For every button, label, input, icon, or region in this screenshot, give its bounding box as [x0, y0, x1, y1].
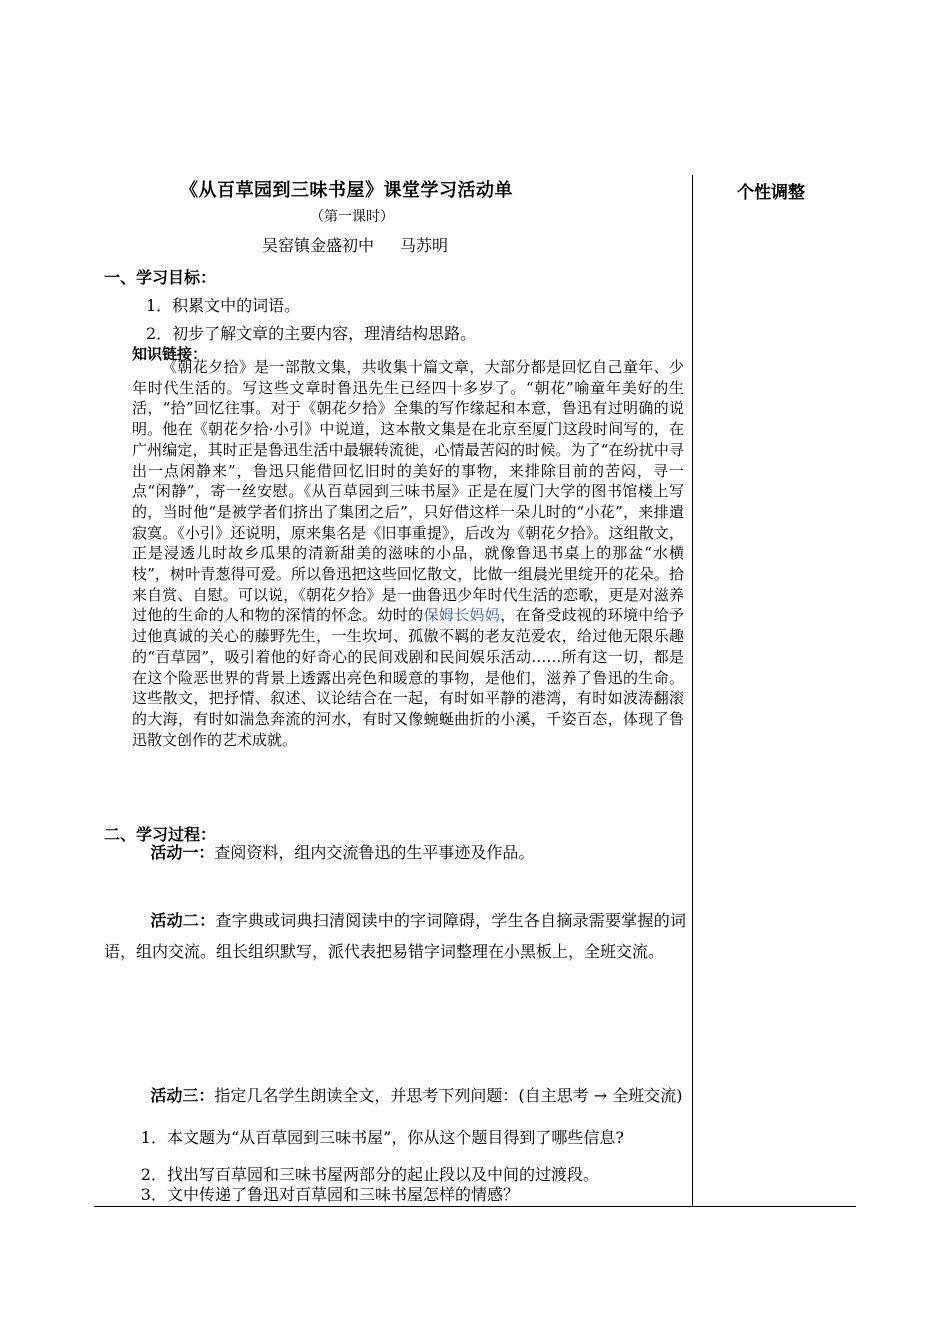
question-3: 3．文中传递了鲁迅对百草园和三味书屋怎样的情感？ [140, 1185, 519, 1204]
activity-1-label: 活动一： [150, 843, 215, 862]
question-2: 2．找出写百草园和三味书屋两部分的起止段以及中间的过渡段。 [140, 1165, 599, 1184]
knowledge-heading: 知识链接： [132, 345, 208, 363]
activity-1-text: 查阅资料，组内交流鲁迅的生平事迹及作品。 [214, 843, 535, 862]
school-name: 吴窑镇金盛初中 [262, 236, 375, 255]
activity-3 [104, 1085, 686, 1106]
goal-item-1: 1．积累文中的词语。 [146, 296, 301, 315]
table-bottom-border [94, 1206, 856, 1207]
activity-2 [104, 905, 686, 967]
page-title: 《从百草园到三味书屋》课堂学习活动单 [180, 180, 513, 201]
section-heading-process: 二、学习过程： [104, 825, 217, 844]
knowledge-text-part1: 《朝花夕拾》是一部散文集，共收集十篇文章，大部分都是回忆自己童年、少年时代生活的。写这些文章时鲁迅先生已经四十多岁了。“朝花”喻童年美好的生活，“拾”回忆往事。对于《朝花夕拾》全集的写作缘起和本意，鲁迅有过明确的说明。他在《朝花夕拾·小引》中说道，这本散文集是在北京至厦门这段时间写的，在广州编定，其时正是鲁迅生活中最辗转流徙，心情最苦闷的时候。为了“在纷扰中寻出一点闲静来”，鲁迅只能借回忆旧时的美好的事物，来排除目前的苦闷，寻一点“闲静”，寄一丝安慰。《从百草园到三味书屋》正是在厦门大学的图书馆楼上写的，当时他“是被学者们挤出了集团之后”，只好借这样一朵儿时的“小花”，来排遣寂寞。《小引》还说明，原来集名是《旧事重提》，后改为《朝花夕拾》。这组散文，正是浸透儿时故乡瓜果的清新甜美的滋味的小品，就像鲁迅书桌上的那盆“水横枝”，树叶青葱得可爱。所以鲁迅把这些回忆散文，比做一组晨光里绽开的花朵。拾来自赏、自慰。可以说，《朝花夕拾》是一曲鲁迅少年时代生活的恋歌，更是对滋养过他的生命的人和物的深情的怀念。幼时的 [132, 358, 684, 625]
column-divider [692, 175, 693, 1207]
activity-3-label: 活动三： [150, 1086, 215, 1105]
author-line [262, 233, 448, 256]
teacher-name: 马苏明 [400, 236, 449, 255]
goal-item-2: 2．初步了解文章的主要内容，理清结构思路。 [146, 324, 477, 343]
adjustment-column-title: 个性调整 [737, 183, 805, 203]
knowledge-paragraph [132, 357, 684, 750]
activity-3-text: 指定几名学生朗读全文，并思考下列问题：(自主思考 → 全班交流) [214, 1086, 683, 1105]
nanny-link[interactable]: 保姆长妈妈 [423, 606, 501, 625]
activity-1 [104, 837, 686, 868]
section-heading-goals: 一、学习目标： [104, 268, 217, 287]
knowledge-text-part2: ，在备受歧视的环境中给予过他真诚的关心的藤野先生，一生坎坷、孤傲不羁的老友范爱农，给过他无限乐趣的“百草园”，吸引着他的好奇心的民间戏剧和民间娱乐活动……所有这一切，都是在这个险恶世界的背景上透露出亮色和暖意的事物，是他们，滋养了鲁迅的生命。这些散文，把抒情、叙述、议论结合在一起，有时如平静的港湾，有时如波涛翻滚的大海，有时如湍急奔流的河水，有时又像蜿蜒曲折的小溪，千姿百态，体现了鲁迅散文创作的艺术成就。 [132, 606, 684, 749]
question-1: 1．本文题为“从百草园到三味书屋”，你从这个题目得到了哪些信息? [140, 1128, 624, 1147]
lesson-period: （第一课时） [310, 209, 394, 225]
activity-2-label: 活动二： [150, 911, 216, 930]
activity-2-text: 查字典或词典扫清阅读中的字词障碍，学生各自摘录需要掌握的词语，组内交流。组长组织默写，派代表把易错字词整理在小黑板上，全班交流。 [104, 911, 686, 961]
